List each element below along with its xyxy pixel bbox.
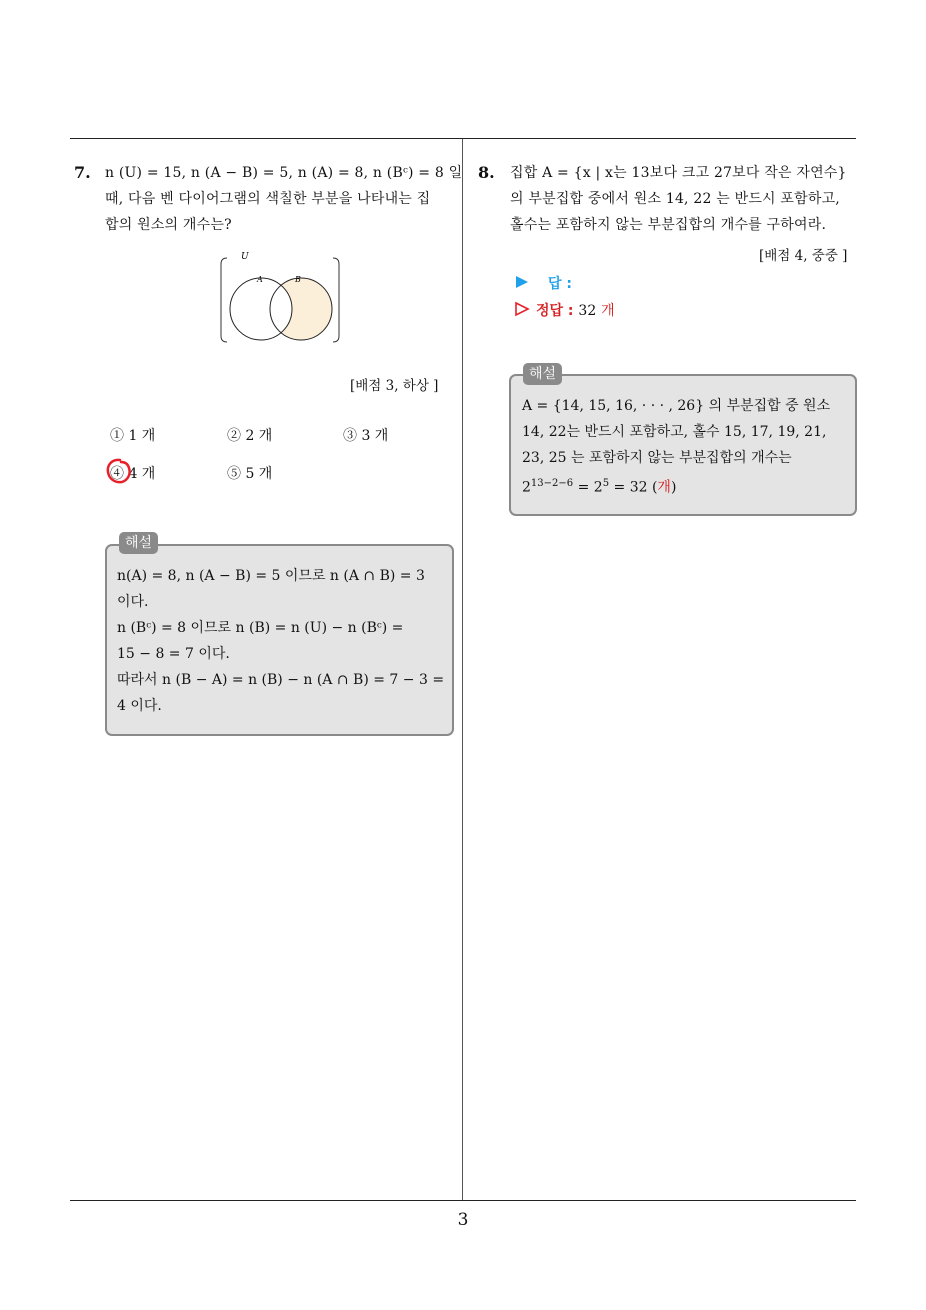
question-8-number: 8. [478, 163, 495, 182]
explanation-body-q7 [117, 563, 444, 719]
correct-answer-value: 32 [578, 303, 597, 319]
set-a-label: A [257, 275, 263, 284]
column-divider [462, 139, 463, 1201]
explanation-formula [522, 471, 830, 501]
formula-exponent2: 5 [602, 478, 610, 489]
explanation-tag: 해설 [119, 532, 158, 554]
explanation-tag: 해설 [523, 363, 562, 385]
answer-arrow-icon [514, 274, 530, 290]
venn-diagram [215, 252, 345, 348]
question-text-line: n (U) = 15, n (A − B) = 5, n (A) = 8, n (Bᶜ) = 8 일 [105, 165, 463, 181]
explanation-line: 14, 22는 반드시 포함하고, 홀수 15, 17, 19, 21, [522, 424, 827, 440]
correct-answer-unit: 개 [601, 303, 615, 319]
question-7-text [105, 160, 462, 238]
formula-unit: 개 [657, 479, 671, 496]
universe-bracket-left [221, 258, 227, 342]
correct-answer-line [536, 300, 615, 320]
explanation-line: 이다. [117, 594, 149, 610]
explanation-line: 15 − 8 = 7 이다. [117, 646, 230, 662]
explanation-body-q8 [522, 393, 830, 501]
page-number: 3 [457, 1210, 469, 1230]
set-b-label: B [295, 275, 301, 284]
universe-bracket-right [333, 258, 339, 342]
explanation-line: 23, 25 는 포함하지 않는 부분집합의 개수는 [522, 450, 792, 466]
explanation-line: n(A) = 8, n (A − B) = 5 이므로 n (A ∩ B) = 3 [117, 568, 425, 584]
formula-exponent: 13−2−6 [530, 478, 574, 489]
explanation-line: A = {14, 15, 16, · · · , 26} 의 부분집합 중 원소 [522, 398, 831, 414]
question-text-line: 집합 A = {x | x는 13보다 크고 27보다 작은 자연수} [510, 165, 847, 181]
explanation-line: 4 이다. [117, 698, 162, 714]
explanation-line: 따라서 n (B − A) = n (B) − n (A ∩ B) = 7 − 3 = [117, 672, 445, 688]
question-7-score: [배점 3, 하상 ] [350, 378, 439, 394]
choice-4[interactable]: ④ 4 개 [110, 466, 156, 482]
bottom-rule [70, 1200, 856, 1201]
formula-base: 2 [522, 479, 531, 496]
formula-close: ) [670, 479, 677, 496]
question-8-text [510, 160, 847, 238]
question-text-line: 합의 원소의 개수는? [105, 217, 232, 233]
answer-label: 답 : [548, 276, 572, 292]
question-7-number: 7. [74, 163, 91, 182]
choice-2[interactable]: ② 2 개 [227, 428, 273, 444]
formula-middle: = 2 [573, 479, 603, 496]
top-rule [70, 138, 856, 139]
choice-3[interactable]: ③ 3 개 [343, 428, 389, 444]
question-text-line: 의 부분집합 중에서 원소 14, 22 는 반드시 포함하고, [510, 191, 840, 207]
question-text-line: 때, 다음 벤 다이어그램의 색칠한 부분을 나타내는 집 [105, 191, 431, 207]
explanation-line: n (Bᶜ) = 8 이므로 n (B) = n (U) − n (Bᶜ) = [117, 620, 404, 636]
universe-label: U [241, 252, 249, 262]
formula-result: = 32 ( [609, 479, 658, 496]
selected-answer-mark-icon [104, 456, 134, 486]
question-text-line: 홀수는 포함하지 않는 부분집합의 개수를 구하여라. [510, 217, 827, 233]
correct-answer-arrow-icon [514, 301, 530, 317]
choice-1[interactable]: ① 1 개 [110, 428, 156, 444]
choice-5[interactable]: ⑤ 5 개 [227, 466, 273, 482]
question-8-score: [배점 4, 중중 ] [759, 248, 848, 264]
correct-answer-label: 정답 : [536, 303, 574, 319]
